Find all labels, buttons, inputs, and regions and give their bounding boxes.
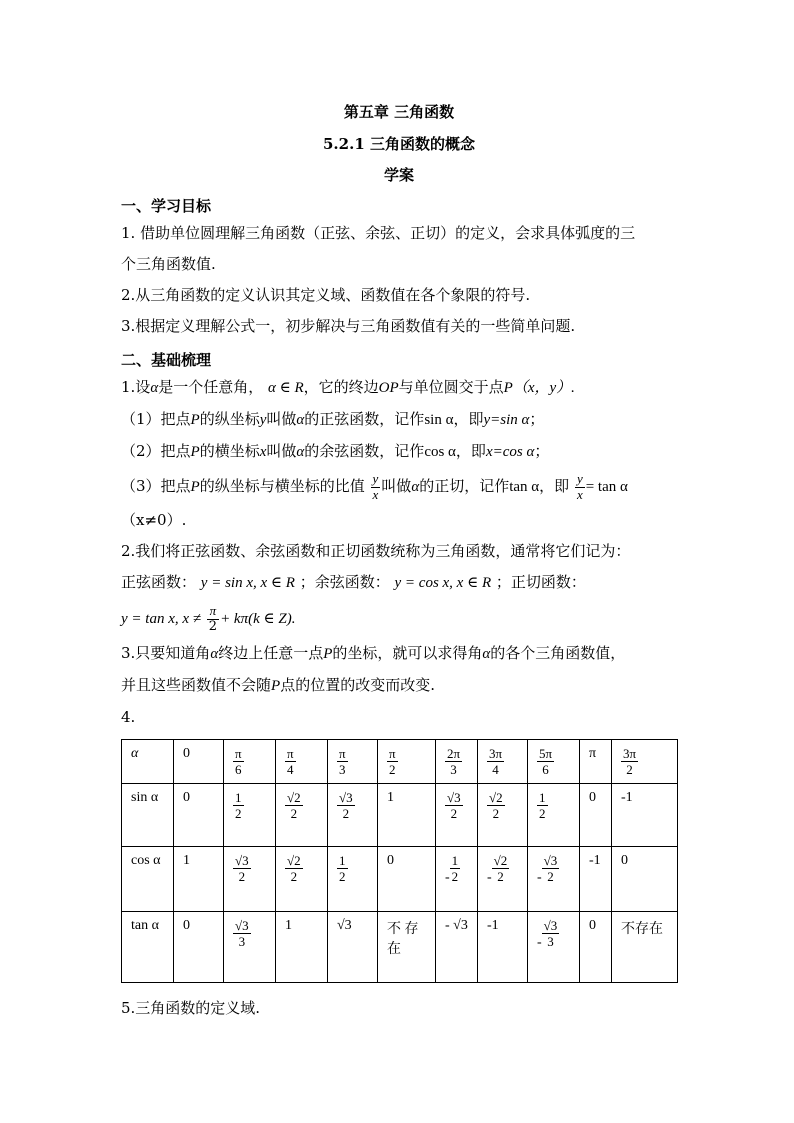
fraction-numerator: √2 bbox=[287, 790, 301, 805]
fraction-denominator: 2 bbox=[547, 869, 554, 884]
table-cell bbox=[328, 847, 378, 912]
table-cell bbox=[224, 847, 276, 912]
goal-item-1a: 1. 借助单位圆理解三角函数（正弦、余弦、正切）的定义，会求具体弧度的三 bbox=[121, 224, 636, 242]
cell-fraction bbox=[450, 853, 461, 884]
cell-value: 0 bbox=[589, 918, 596, 933]
cell-fraction bbox=[445, 746, 462, 777]
table-cell bbox=[580, 912, 612, 983]
table-cell bbox=[174, 847, 224, 912]
table-cell bbox=[328, 784, 378, 847]
fraction-numerator: 5π bbox=[539, 746, 553, 761]
chapter-title: 第五章 三角函数 bbox=[343, 103, 455, 121]
table-row-label: α bbox=[122, 740, 174, 784]
fraction-denominator: 2 bbox=[626, 762, 633, 777]
table-row bbox=[122, 784, 678, 847]
cell-sign: - bbox=[537, 869, 542, 885]
cell-fraction bbox=[233, 746, 244, 777]
basics-p3b: 并且这些函数值不会随P点的位置的改变而改变. bbox=[121, 676, 435, 694]
cell-value: 0 bbox=[621, 853, 628, 868]
fraction-numerator: √3 bbox=[235, 918, 249, 933]
cell-value: 1 bbox=[285, 918, 292, 933]
basics-heading: 二、基础梳理 bbox=[121, 351, 212, 369]
cell-fraction bbox=[337, 790, 355, 821]
cell-fraction bbox=[487, 790, 505, 821]
table-cell bbox=[224, 912, 276, 983]
table-cell bbox=[378, 740, 436, 784]
table-cell bbox=[612, 847, 678, 912]
cell-value: π bbox=[589, 746, 597, 761]
table-row-label: cos α bbox=[122, 847, 174, 912]
basics-p3a: 3.只要知道角α终边上任意一点P的坐标，就可以求得角α的各个三角函数值， bbox=[121, 644, 626, 662]
fraction-denominator: 2 bbox=[290, 806, 298, 821]
fraction-denominator: 3 bbox=[238, 934, 246, 949]
fraction-numerator: 3π bbox=[623, 746, 637, 761]
cell-value: 0 bbox=[387, 853, 394, 868]
cell-value: -1 bbox=[589, 853, 601, 868]
cell-fraction bbox=[285, 790, 303, 821]
cell-sign: - bbox=[487, 869, 492, 885]
pi-over-2-fraction: $\frac{\pi}{2}$ bbox=[208, 603, 218, 634]
y-over-x-fraction: $\frac{y}{x}$ bbox=[372, 470, 379, 502]
fraction-numerator: 1 bbox=[539, 790, 546, 805]
cell-fraction bbox=[445, 790, 463, 821]
table-cell bbox=[276, 784, 328, 847]
fraction-denominator: 2 bbox=[451, 869, 459, 884]
table-cell bbox=[224, 784, 276, 847]
table-cell bbox=[436, 847, 478, 912]
fraction-numerator: 2π bbox=[447, 746, 461, 761]
section-title: 5.2.1 三角函数的概念 bbox=[323, 135, 475, 153]
y-over-x-fraction-2: $\frac{y}{x}$ bbox=[576, 470, 583, 502]
fraction-denominator: 2 bbox=[339, 869, 346, 884]
cell-sign: - bbox=[445, 869, 450, 885]
table-cell bbox=[378, 784, 436, 847]
table-cell bbox=[276, 740, 328, 784]
fraction-denominator: 2 bbox=[450, 806, 458, 821]
fraction-denominator: 2 bbox=[389, 762, 396, 777]
cell-value: 1 bbox=[387, 790, 394, 805]
goal-item-3: 3.根据定义理解公式一，初步解决与三角函数值有关的一些简单问题. bbox=[121, 317, 576, 335]
fraction-numerator: √2 bbox=[287, 853, 301, 868]
basics-p5: 5.三角函数的定义域. bbox=[121, 999, 261, 1017]
cell-fraction bbox=[487, 746, 504, 777]
fraction-numerator: 3π bbox=[489, 746, 503, 761]
table-cell bbox=[174, 784, 224, 847]
fraction-numerator: √3 bbox=[543, 918, 558, 933]
cell-fraction bbox=[621, 746, 638, 777]
table-cell bbox=[580, 740, 612, 784]
table-cell bbox=[276, 847, 328, 912]
fraction-denominator: 2 bbox=[235, 806, 242, 821]
table-row bbox=[122, 847, 678, 912]
basics-tan-formula: y = tan x, x ≠ $\frac{\pi}{2}$ + kπ(k ∈ Z). bbox=[121, 603, 296, 634]
fraction-numerator: 1 bbox=[235, 790, 242, 805]
cell-fraction bbox=[337, 853, 348, 884]
table-row-label: tan α bbox=[122, 912, 174, 983]
table-cell bbox=[528, 847, 580, 912]
fraction-denominator: 2 bbox=[497, 869, 504, 884]
table-cell bbox=[478, 912, 528, 983]
cell-value: -1 bbox=[487, 918, 499, 933]
cell-fraction bbox=[387, 746, 398, 777]
table-cell bbox=[580, 847, 612, 912]
fraction-numerator: 1 bbox=[451, 853, 459, 868]
fraction-numerator: 1 bbox=[339, 853, 346, 868]
cell-fraction bbox=[285, 853, 303, 884]
fraction-denominator: 2 bbox=[290, 869, 298, 884]
doc-type-title: 学案 bbox=[383, 166, 414, 184]
cell-value: 0 bbox=[183, 746, 190, 761]
fraction-numerator: √3 bbox=[339, 790, 353, 805]
table-cell bbox=[528, 912, 580, 983]
table-cell bbox=[378, 912, 436, 983]
basics-def-tan: （3）把点P的纵坐标与横坐标的比值 $\frac{y}{x}$ 叫做α的正切，记作tan α，即 $\frac{y}{x}$ = tan α bbox=[121, 470, 628, 502]
cell-value: - √3 bbox=[445, 918, 468, 933]
cell-value: -1 bbox=[621, 790, 633, 805]
basics-formulas: 正弦函数： y = sin x, x ∈ R ；余弦函数： y = cos x, x ∈ R ；正切函数： bbox=[121, 573, 586, 591]
cell-value: 0 bbox=[183, 790, 190, 805]
table-row bbox=[122, 912, 678, 983]
fraction-numerator: √2 bbox=[489, 790, 503, 805]
fraction-denominator: 2 bbox=[492, 806, 500, 821]
table-cell bbox=[478, 847, 528, 912]
fraction-numerator: π bbox=[287, 746, 294, 761]
fraction-numerator: π bbox=[389, 746, 396, 761]
table-cell bbox=[478, 784, 528, 847]
fraction-numerator: √3 bbox=[235, 853, 249, 868]
cell-sign: - bbox=[537, 934, 542, 950]
table-cell bbox=[174, 740, 224, 784]
fraction-numerator: √3 bbox=[543, 853, 558, 868]
table-cell bbox=[224, 740, 276, 784]
cell-fraction bbox=[542, 918, 560, 949]
fraction-denominator: 4 bbox=[287, 762, 294, 777]
table-cell bbox=[328, 912, 378, 983]
cell-value: 0 bbox=[589, 790, 596, 805]
cell-fraction bbox=[492, 853, 510, 884]
cell-value: 0 bbox=[183, 918, 190, 933]
fraction-numerator: π bbox=[339, 746, 346, 761]
document-content bbox=[121, 100, 677, 1024]
fraction-numerator: π bbox=[235, 746, 242, 761]
cell-value: 不存在 bbox=[621, 922, 663, 937]
fraction-denominator: 2 bbox=[539, 806, 546, 821]
cell-fraction bbox=[537, 746, 554, 777]
cell-fraction bbox=[233, 853, 251, 884]
table-cell bbox=[436, 740, 478, 784]
table-cell bbox=[612, 912, 678, 983]
table-header-row bbox=[122, 740, 678, 784]
cell-fraction bbox=[542, 853, 560, 884]
cell-value: √3 bbox=[337, 918, 352, 933]
cell-fraction bbox=[233, 918, 251, 949]
table-cell bbox=[612, 784, 678, 847]
fraction-denominator: 4 bbox=[492, 762, 499, 777]
trig-value-table bbox=[121, 739, 678, 983]
table-cell bbox=[612, 740, 678, 784]
fraction-denominator: 3 bbox=[450, 762, 457, 777]
table-cell bbox=[478, 740, 528, 784]
table-cell bbox=[436, 912, 478, 983]
table-cell bbox=[528, 740, 580, 784]
cell-fraction bbox=[537, 790, 548, 821]
fraction-denominator: 2 bbox=[238, 869, 246, 884]
goals-heading: 一、学习目标 bbox=[121, 197, 212, 215]
fraction-denominator: 2 bbox=[342, 806, 350, 821]
table-cell bbox=[328, 740, 378, 784]
basics-p2: 2.我们将正弦函数、余弦函数和正切函数统称为三角函数，通常将它们记为： bbox=[121, 542, 631, 560]
cell-fraction bbox=[337, 746, 348, 777]
fraction-numerator: √2 bbox=[493, 853, 508, 868]
fraction-denominator: 6 bbox=[542, 762, 549, 777]
basics-p1: 1.设α是一个任意角， α ∈ R，它的终边OP与单位圆交于点P（x，y）. bbox=[121, 378, 575, 396]
fraction-denominator: 6 bbox=[235, 762, 242, 777]
goal-item-2: 2.从三角函数的定义认识其定义域、函数值在各个象限的符号. bbox=[121, 286, 531, 304]
basics-p4: 4. bbox=[121, 708, 136, 726]
basics-def-sin: （1）把点P的纵坐标y叫做α的正弦函数，记作sin α，即y=sin α； bbox=[121, 410, 545, 428]
cell-value: 1 bbox=[183, 853, 190, 868]
table-cell bbox=[174, 912, 224, 983]
fraction-denominator: 3 bbox=[339, 762, 346, 777]
table-cell bbox=[436, 784, 478, 847]
table-cell bbox=[580, 784, 612, 847]
table-cell bbox=[528, 784, 580, 847]
basics-def-tan-cond: （x≠0）. bbox=[121, 511, 187, 529]
fraction-numerator: √3 bbox=[447, 790, 461, 805]
table-cell bbox=[276, 912, 328, 983]
cell-fraction bbox=[285, 746, 296, 777]
basics-def-cos: （2）把点P的横坐标x叫做α的余弦函数，记作cos α，即x=cos α； bbox=[121, 442, 550, 460]
cell-fraction bbox=[233, 790, 244, 821]
table-row-label: sin α bbox=[122, 784, 174, 847]
goal-item-1b: 个三角函数值. bbox=[121, 255, 216, 273]
fraction-denominator: 3 bbox=[547, 934, 554, 949]
cell-value: 不 存 在 bbox=[387, 922, 419, 957]
table-cell bbox=[378, 847, 436, 912]
